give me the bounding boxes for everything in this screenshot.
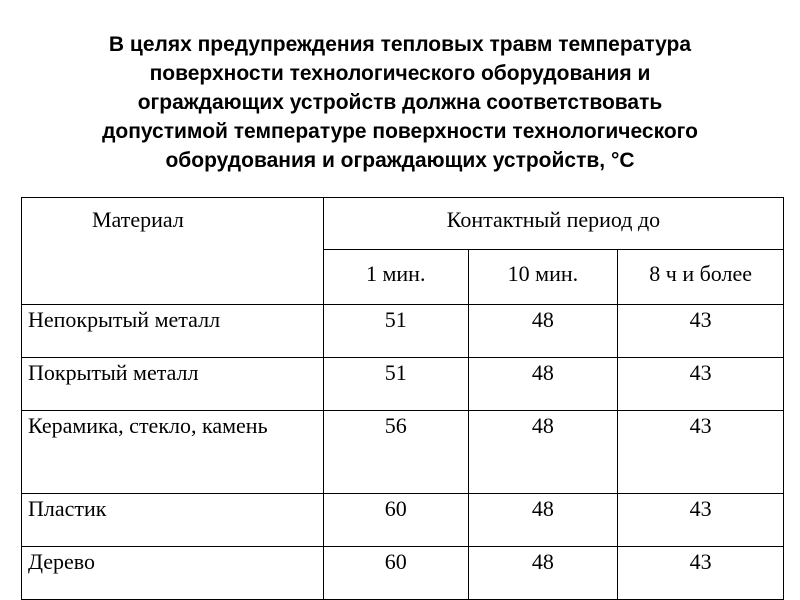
value-cell: 48 (468, 411, 618, 494)
table-row (22, 547, 784, 600)
temperature-table (21, 197, 784, 600)
table-row (22, 411, 784, 494)
table-header-row (22, 198, 784, 250)
header-material: Материал (22, 198, 324, 305)
material-cell: Непокрытый металл (22, 305, 324, 358)
page-title: В целях предупреждения тепловых травм температура поверхности технологического оборудования и ограждающих устройств должна соответствовать допустимой температуре поверхности технологического оборудования и ограждающих устройств, °С (102, 33, 698, 172)
table-row (22, 358, 784, 411)
value-cell: 43 (618, 358, 784, 411)
value-cell: 51 (323, 305, 468, 358)
value-cell: 51 (323, 358, 468, 411)
header-contact-period: Контактный период до (323, 198, 783, 250)
value-cell: 43 (618, 494, 784, 547)
material-cell: Покрытый металл (22, 358, 324, 411)
subheader-1-min: 1 мин. (323, 250, 468, 305)
value-cell: 56 (323, 411, 468, 494)
material-cell: Пластик (22, 494, 324, 547)
value-cell: 43 (618, 411, 784, 494)
value-cell: 48 (468, 547, 618, 600)
value-cell: 48 (468, 305, 618, 358)
value-cell: 48 (468, 358, 618, 411)
value-cell: 60 (323, 494, 468, 547)
subheader-10-min: 10 мин. (468, 250, 618, 305)
table-row (22, 305, 784, 358)
subheader-8-hours: 8 ч и более (618, 250, 784, 305)
value-cell: 48 (468, 494, 618, 547)
material-cell: Керамика, стекло, камень (22, 411, 324, 494)
value-cell: 60 (323, 547, 468, 600)
value-cell: 43 (618, 547, 784, 600)
table-row (22, 494, 784, 547)
material-cell: Дерево (22, 547, 324, 600)
value-cell: 43 (618, 305, 784, 358)
